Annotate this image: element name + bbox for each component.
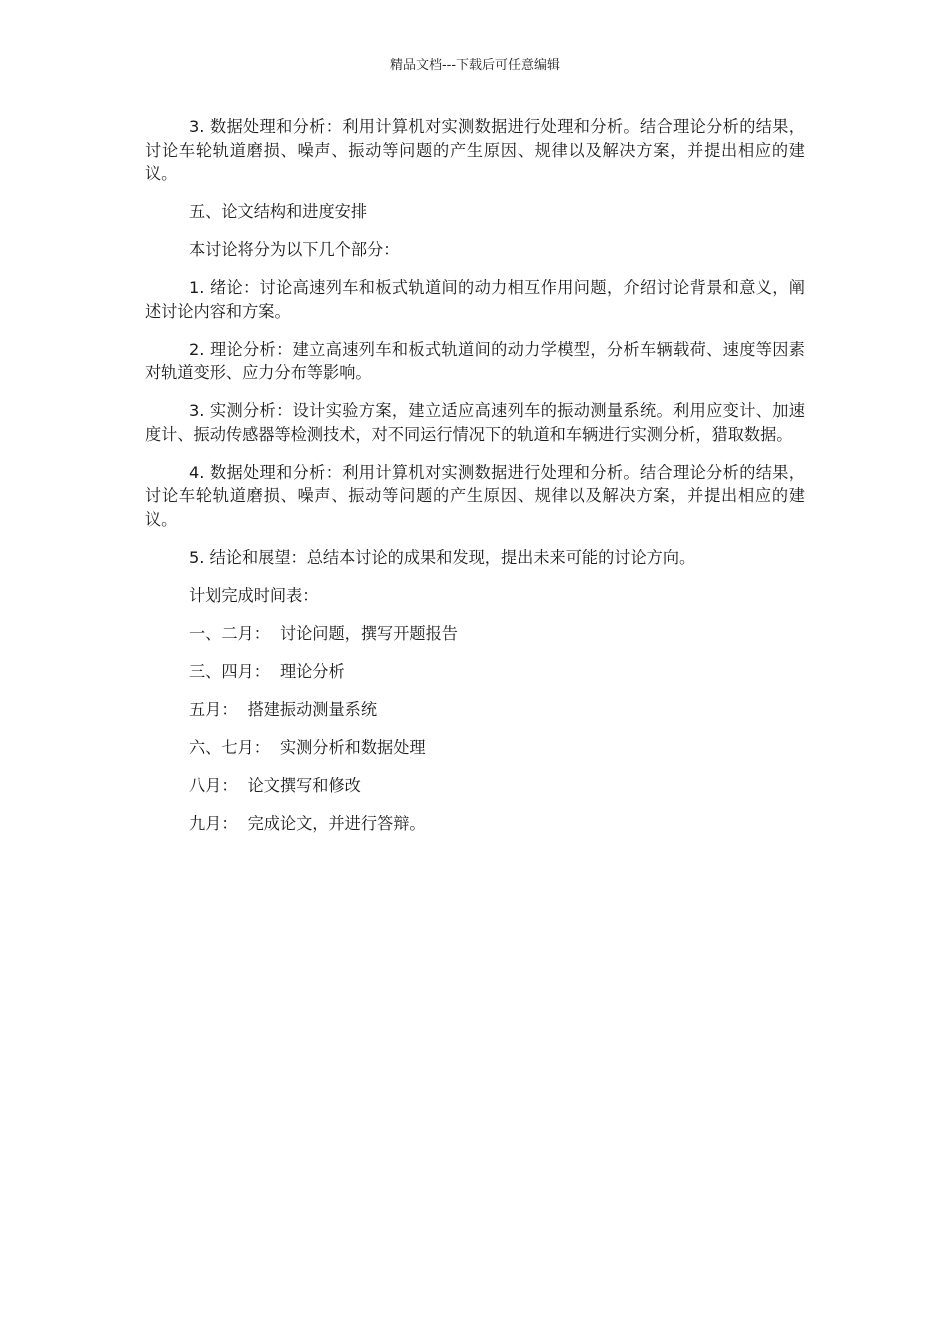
schedule-period: 三、四月： [189,661,270,681]
schedule-period: 五月： [189,699,238,719]
paragraph-part-conclusion: 5. 结论和展望：总结本讨论的成果和发现，提出未来可能的讨论方向。 [189,547,696,567]
paragraph-part-measurement: 3. 实测分析：设计实验方案，建立适应高速列车的振动测量系统。利用应变计、加速度计、振动传感器等检测技术，对不同运行情况下的轨道和车辆进行实测分析，猎取数据。 [145,401,805,444]
schedule-task: 完成论文，并进行答辩。 [247,813,426,833]
schedule-item [145,698,805,722]
paragraph-part-data-processing: 4. 数据处理和分析：利用计算机对实测数据进行处理和分析。结合理论分析的结果，讨论车轮轨道磨损、噪声、振动等问题的产生原因、规律以及解决方案，并提出相应的建议。 [145,462,805,529]
schedule-item [145,736,805,760]
schedule-item [145,812,805,836]
schedule-period: 八月： [189,775,238,795]
document-body [145,115,805,835]
section-heading-structure: 五、论文结构和进度安排 [189,202,368,221]
schedule-task: 理论分析 [279,661,345,681]
schedule-heading: 计划完成时间表： [189,585,319,605]
schedule-task: 实测分析和数据处理 [279,737,426,757]
schedule-task: 论文撰写和修改 [247,775,361,795]
schedule-task: 搭建振动测量系统 [247,699,378,719]
schedule-period: 九月： [189,813,238,833]
schedule-item [145,622,805,646]
schedule-period: 一、二月： [189,623,270,643]
paragraph-part-theory: 2. 理论分析：建立高速列车和板式轨道间的动力学模型，分析车辆载荷、速度等因素对轨道变形、应力分布等影响。 [145,339,805,382]
paragraph-data-processing: 3. 数据处理和分析：利用计算机对实测数据进行处理和分析。结合理论分析的结果，讨论车轮轨道磨损、噪声、振动等问题的产生原因、规律以及解决方案，并提出相应的建议。 [145,117,805,183]
schedule-item [145,660,805,684]
paragraph-intro-parts: 本讨论将分为以下几个部分： [189,240,400,259]
schedule-period: 六、七月： [189,737,270,757]
page-header: 精品文档---下载后可任意编辑 [389,58,561,73]
paragraph-part-introduction: 1. 绪论：讨论高速列车和板式轨道间的动力相互作用问题，介绍讨论背景和意义，阐述讨论内容和方案。 [145,278,805,321]
schedule-task: 讨论问题，撰写开题报告 [279,623,458,643]
schedule-item [145,774,805,798]
